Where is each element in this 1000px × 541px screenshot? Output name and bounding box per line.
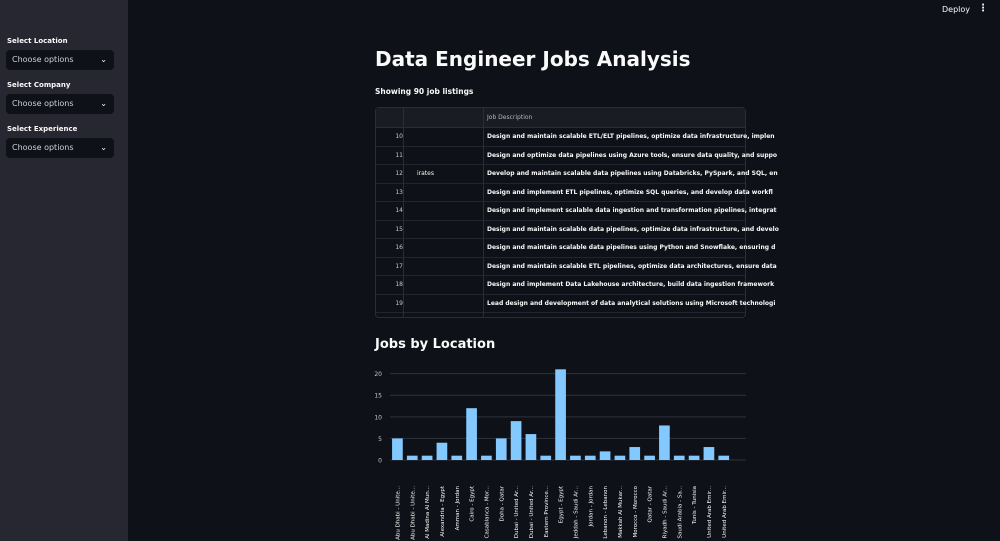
bar [600,451,611,460]
row-index: 19 [395,299,403,307]
bar [481,456,492,460]
x-tick-label: Jeddah - Saudi Ar... [573,486,580,539]
bar [540,456,551,460]
company-filter-label: Select Company [7,81,71,89]
bar [615,456,626,460]
row-description: Design and implement Data Lakehouse architecture, build data ingestion framework [487,281,775,288]
table-row[interactable] [376,146,778,166]
row-description: Design and maintain scalable data pipelines, optimize data infrastructure, and develo [487,225,779,233]
location-placeholder: Choose options [12,55,74,64]
row-description: Develop and maintain scalable data pipelines using Databricks, PySpark, and SQL, en [487,170,778,177]
sidebar [0,0,128,541]
bar [570,456,581,460]
experience-multiselect[interactable] [6,138,114,158]
bar [511,421,522,460]
bar [674,456,685,460]
location-multiselect[interactable] [6,50,114,70]
row-description: Lead design and development of data analytical solutions using Microsoft technologi [487,299,776,307]
x-tick-label: Lebanon - Lebanon [603,486,610,539]
table-row[interactable] [376,275,775,295]
row-description: Design and implement scalable data ingestion and transformation pipelines, integrat [487,207,777,214]
x-tick-label: Cairo - Egypt [469,486,476,522]
jobs-table[interactable] [375,107,779,318]
column-header-job-description[interactable]: Job Description [487,114,533,121]
x-tick-label: Dubai - United Ar... [514,486,521,539]
column-divider [403,108,404,317]
bar [644,456,655,460]
bar [451,456,462,460]
bar [466,408,477,460]
y-tick-label: 15 [374,392,382,400]
bar [526,434,537,460]
row-index: 10 [395,133,403,140]
row-description: Design and maintain scalable data pipelines using Python and Snowflake, ensuring d [487,244,776,251]
x-tick-label: Saudi Arabia - Sa... [677,486,684,539]
x-tick-label: Alexandria - Egypt [439,486,446,537]
y-tick-label: 0 [378,457,382,465]
x-tick-label: Eastern Province... [543,486,550,538]
bar [629,447,640,460]
bar [585,456,596,460]
row-index: 13 [395,188,403,196]
table-row[interactable] [376,183,773,203]
x-tick-label: Tunis - Tunisia [692,486,699,525]
x-tick-label: Abu Dhabi - Unite... [395,486,402,540]
x-tick-label: Amman - Jordan [454,486,461,531]
row-description: Design and maintain scalable ETL pipelines, optimize data architectures, ensure data [487,262,777,270]
x-tick-label: Qatar - Qatar [647,486,654,523]
row-index: 16 [395,244,403,251]
row-description: Design and maintain scalable ETL/ELT pipelines, optimize data infrastructure, implen [487,133,775,140]
chevron-down-icon: ⌄ [100,55,107,64]
bar [704,447,715,460]
x-tick-label: Al Madina Al Mun... [425,486,432,539]
x-tick-label: Abu Dhabi - Unite... [410,486,417,540]
bar [392,438,403,460]
row-description: Design and optimize data pipelines using Azure tools, ensure data quality, and suppo [487,151,778,159]
y-tick-label: 5 [378,435,382,443]
x-tick-label: United Arab Emir... [721,486,728,538]
experience-filter-label: Select Experience [7,125,78,133]
x-tick-label: Riyadh - Saudi Ar... [662,486,669,539]
y-tick-label: 20 [374,371,382,379]
row-index: 18 [395,281,403,288]
table-row[interactable] [376,294,776,314]
table-row[interactable] [376,201,777,221]
bar [422,456,433,460]
x-tick-label: Makkah Al Mukar... [617,486,624,538]
x-tick-label: Morocco - Morocco [632,486,639,538]
row-company: irates [417,170,434,177]
table-row[interactable] [376,220,779,240]
x-tick-label: Egypt - Egypt [558,486,565,524]
company-placeholder: Choose options [12,99,74,108]
deploy-button[interactable]: Deploy [942,5,971,14]
jobs-by-location-chart [360,365,755,541]
table-header [376,108,745,128]
x-tick-label: Casablanca - Mor... [484,486,491,539]
column-divider [483,108,484,317]
bar [555,369,566,460]
location-filter-label: Select Location [7,37,68,45]
experience-placeholder: Choose options [12,143,74,152]
table-row[interactable] [376,164,778,184]
bar [437,443,448,460]
row-index: 12 [395,170,403,177]
x-tick-label: United Arab Emir... [706,486,713,538]
bar [659,425,670,460]
x-tick-label: Dubai - United Ar... [528,486,535,539]
company-multiselect[interactable] [6,94,114,114]
x-tick-label: Doha - Qatar [499,486,506,522]
row-index: 15 [395,225,403,233]
chevron-down-icon: ⌄ [100,143,107,152]
table-row[interactable] [376,127,775,147]
row-index: 17 [395,262,403,270]
row-index: 11 [395,151,403,159]
vertical-ellipsis-icon[interactable]: ⋮ [978,3,988,14]
chevron-down-icon: ⌄ [100,99,107,108]
y-tick-label: 10 [374,414,382,422]
bar [407,456,418,460]
bar [718,456,729,460]
row-index: 14 [395,207,403,214]
chart-heading: Jobs by Location [375,337,496,352]
x-tick-label: Jordan - Jordan [588,486,595,527]
table-row[interactable] [376,257,777,277]
table-row[interactable] [376,238,776,258]
listing-count: Showing 90 job listings [375,87,474,96]
page-title: Data Engineer Jobs Analysis [375,47,691,71]
bar [689,456,700,460]
bar [496,438,507,460]
row-description: Design and implement ETL pipelines, optimize SQL queries, and develop data workfl [487,188,773,196]
